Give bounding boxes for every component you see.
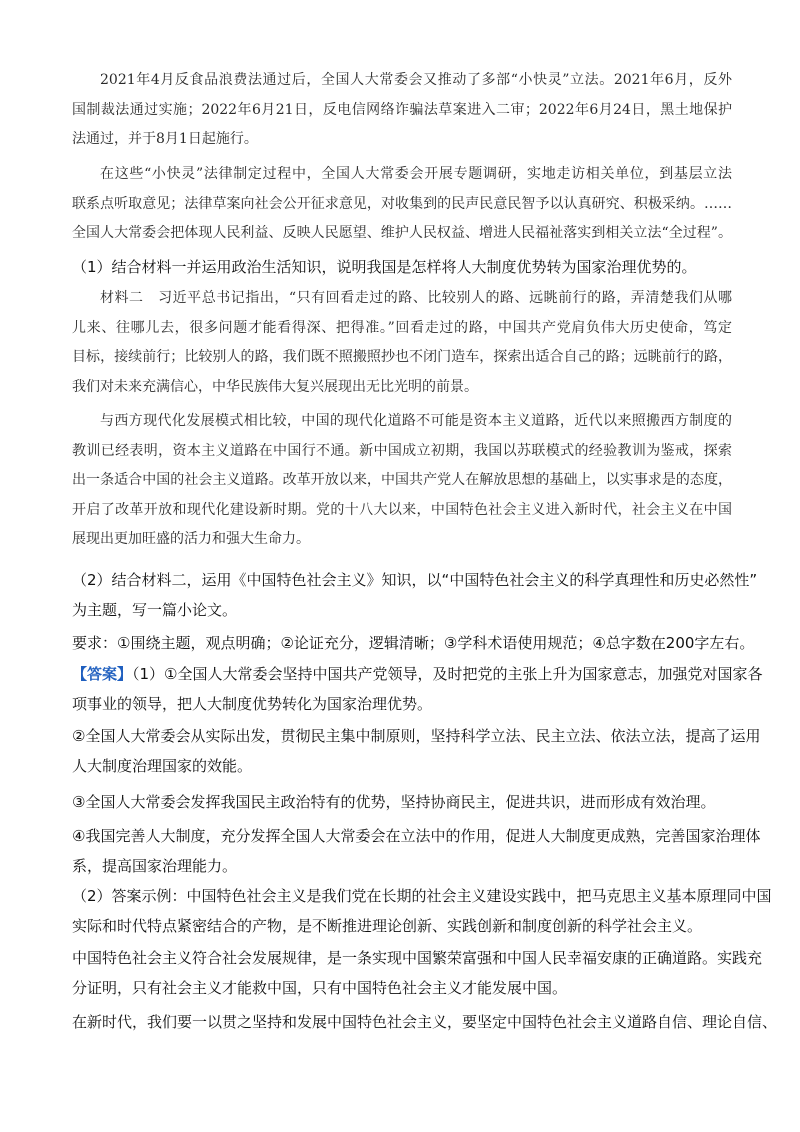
text-line: （2）答案示例：中国特色社会主义是我们党在长期的社会主义建设实践中，把马克思主义基本原理同中国 <box>72 887 772 905</box>
text-line: 在新时代，我们要一以贯之坚持和发展中国特色社会主义，要坚定中国特色社会主义道路自信、理论自信、 <box>72 1013 778 1031</box>
text-line: 系，提高国家治理能力。 <box>72 856 238 875</box>
material2-paragraph-2 <box>72 407 732 555</box>
text-line: 开启了改革开放和现代化建设新时期。党的十八大以来，中国特色社会主义进入新时代，社会主义在中国 <box>72 501 732 518</box>
question-2 <box>72 566 758 625</box>
question-1 <box>72 253 732 283</box>
question-text: （1）结合材料一并运用政治生活知识，说明我国是怎样将人大制度优势转为国家治理优势的。 <box>72 258 697 276</box>
text-line: 分证明，只有社会主义才能救中国，只有中国特色社会主义才能发展中国。 <box>72 978 568 997</box>
answer-label: 【答案】 <box>72 665 133 683</box>
text-line: 儿来、往哪儿去，很多问题才能看得深、把得准。”回看走过的路，中国共产党肩负伟大历史使命，笃定 <box>72 319 732 336</box>
text-line: （2）结合材料二，运用《中国特色社会主义》知识，以“中国特色社会主义的科学真理性和历史必然性” <box>72 571 758 589</box>
text-line: 法通过，并于8月1日起施行。 <box>72 131 258 147</box>
text-line: 实际和时代特点紧密结合的产物，是不断推进理论创新、实践创新和制度创新的科学社会主义。 <box>72 916 703 935</box>
text-line: 国制裁法通过实施；2022年6月21日，反电信网络诈骗法草案进入二审；2022年6月24日，黑土地保护 <box>72 101 732 118</box>
answer-1-point-3 <box>72 788 732 818</box>
text-line <box>72 660 763 690</box>
text-line: 与西方现代化发展模式相比较，中国的现代化道路不可能是资本主义道路，近代以来照搬西方制度的 <box>100 413 732 429</box>
text-line: 项事业的领导，把人大制度优势转化为国家治理优势。 <box>72 694 433 713</box>
text-line: ②全国人大常委会从实际出发，贯彻民主集中制原则，坚持科学立法、民主立法、依法立法，提高了运用 <box>72 727 761 745</box>
essay-requirement <box>72 629 755 659</box>
text-line: 教训已经表明，资本主义道路在中国行不通。新中国成立初期，我国以苏联模式的经验教训为鉴戒，探索 <box>72 442 732 459</box>
material1-paragraph-2 <box>72 160 732 249</box>
text-line: 2021年4月反食品浪费法通过后，全国人大常委会又推动了多部“小快灵”立法。2021年6月，反外 <box>100 72 732 88</box>
text-line: 联系点听取意见；法律草案向社会公开征求意见，对收集到的民声民意民智予以认真研究、积极采纳。…… <box>72 195 732 212</box>
answer-2-paragraph-3 <box>72 1008 778 1038</box>
answer-2-paragraph-1 <box>72 882 772 941</box>
answer-1-point-1 <box>72 660 763 719</box>
requirement-text: 要求：①围绕主题，观点明确；②论证充分，逻辑清晰；③学科术语使用规范；④总字数在200字左右。 <box>72 634 755 652</box>
material2-paragraph-1 <box>72 284 732 402</box>
answer-1-point-4 <box>72 822 761 881</box>
text-line: 在这些“小快灵”法律制定过程中，全国人大常委会开展专题调研，实地走访相关单位，到基层立法 <box>100 166 732 182</box>
text-line: 为主题，写一篇小论文。 <box>72 600 238 619</box>
text-line: ③全国人大常委会发挥我国民主政治特有的优势，坚持协商民主，促进共识，进而形成有效治理。 <box>72 793 716 811</box>
text-line: 材料二 习近平总书记指出，“只有回看走过的路、比较别人的路、远眺前行的路，弄清楚我们从哪 <box>100 290 732 306</box>
text-line: 全国人大常委会把体现人民利益、反映人民愿望、维护人民权益、增进人民福祉落实到相关立法“全过程”。 <box>72 225 732 241</box>
text-line: 目标，接续前行；比较别人的路，我们既不照搬照抄也不闭门造车，探索出适合自己的路；远眺前行的路， <box>72 349 732 365</box>
text-line: 出一条适合中国的社会主义道路。改革开放以来，中国共产党人在解放思想的基础上，以实事求是的态度， <box>72 472 732 488</box>
text-line: 展现出更加旺盛的活力和强大生命力。 <box>72 531 310 547</box>
answer-text: （1）①全国人大常委会坚持中国共产党领导，及时把党的主张上升为国家意志，加强党对国家各 <box>132 665 763 683</box>
text-line: 我们对未来充满信心，中华民族伟大复兴展现出无比光明的前景。 <box>72 378 478 395</box>
text-line: ④我国完善人大制度，充分发挥全国人大常委会在立法中的作用，促进人大制度更成熟，完善国家治理体 <box>72 827 761 845</box>
answer-1-point-2 <box>72 722 761 781</box>
text-line: 人大制度治理国家的效能。 <box>72 756 253 775</box>
text-line: 中国特色社会主义符合社会发展规律，是一条实现中国繁荣富强和中国人民幸福安康的正确道路。实践充 <box>72 949 763 967</box>
material1-paragraph-1 <box>72 66 732 155</box>
answer-2-paragraph-2 <box>72 944 763 1003</box>
